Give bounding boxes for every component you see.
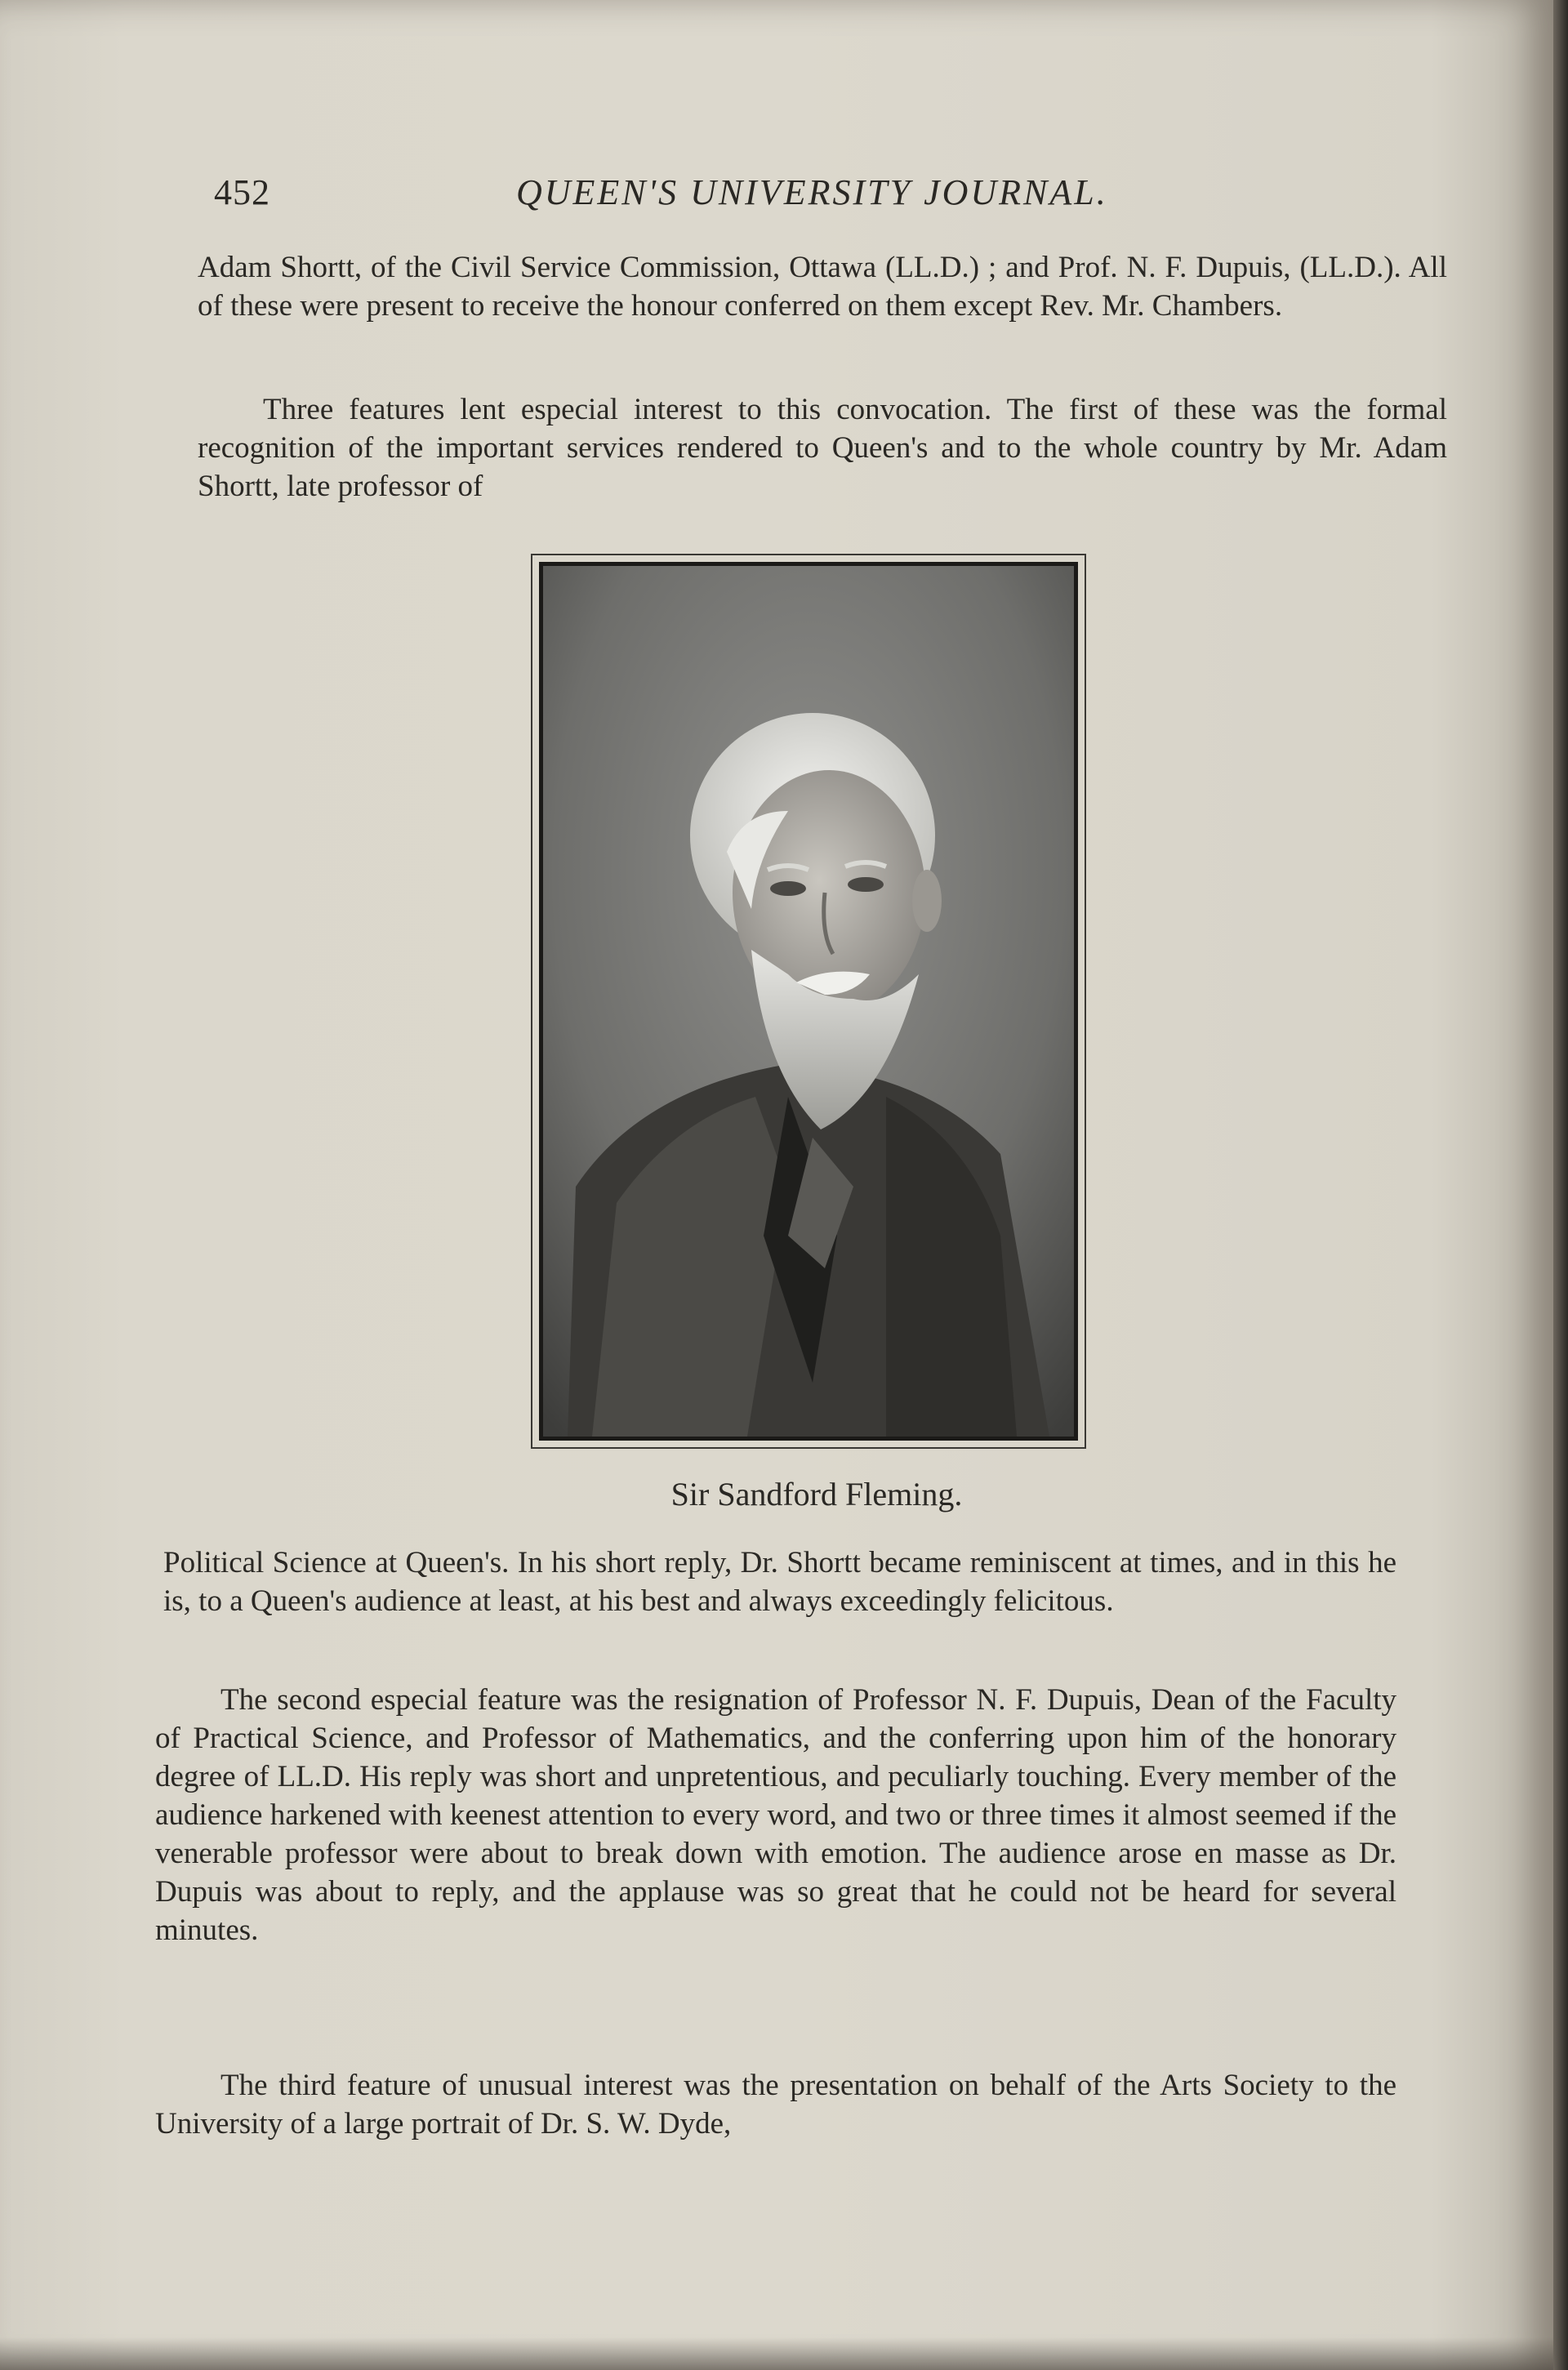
portrait-image (543, 566, 1074, 1437)
paragraph-political-science: Political Science at Queen's. In his short reply, Dr. Shortt became reminiscent at times, and in this he is, to a Queen's audience at least, at his best and always exceedingly felicitous. (163, 1546, 1396, 1618)
page-bottom-shadow (0, 2337, 1556, 2370)
portrait-photo-sir-sandford-fleming (539, 562, 1078, 1441)
paragraph-second-feature: The second especial feature was the resignation of Professor N. F. Dupuis, Dean of the Faculty of Practical Science, and Professor of Mathematics, and the conferring upon him of the honorary degree of LL.D. His reply was short and unpretentious, and peculiarly touching. Every member of the audience harkened with keenest attention to every word, and two or three times it almost seemed if the venerable professor were about to break down with emotion. The audience arose en masse as Dr. Dupuis was about to reply, and the applause was so great that he could not be heard for several minutes. (155, 1683, 1396, 1947)
book-spine-edge (1553, 0, 1568, 2370)
journal-title: QUEEN'S UNIVERSITY JOURNAL. (516, 172, 1108, 212)
paragraph-continuation: Adam Shortt, of the Civil Service Commission, Ottawa (LL.D.) ; and Prof. N. F. Dupuis, (LL.D.). All of these were present to receive the honour conferred on them except Rev. Mr. Chambers. (198, 251, 1447, 323)
paragraph-three-features: Three features lent especial interest to this convocation. The first of these was the formal recognition of the important services rendered to Queen's and to the whole country by Mr. Adam Shortt, late professor of (198, 393, 1447, 503)
running-head (214, 172, 1145, 221)
paragraph-third-feature: The third feature of unusual interest was the presentation on behalf of the Arts Society to the University of a large portrait of Dr. S. W. Dyde, (155, 2069, 1396, 2141)
photo-caption: Sir Sandford Fleming. (670, 1476, 963, 1512)
page-number: 452 (214, 172, 270, 212)
